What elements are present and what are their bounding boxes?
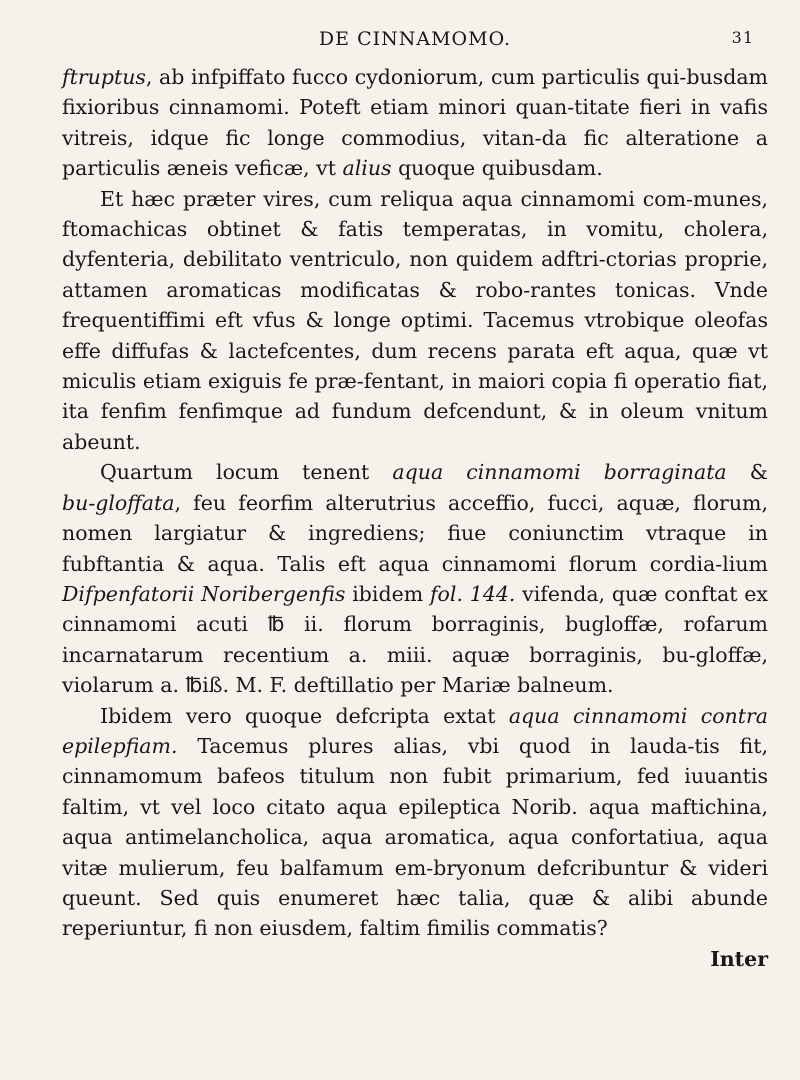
text-run: vifenda, quæ conftat ex cinnamomi acuti ℔ ii. florum borraginis, bugloffæ, rofarum incarnatarum recentium a. miii. aquæ borraginis, bu‑gloffæ, violarum a. ℔iß. M. F. deftillatio per Mariæ balneum. xyxy=(62,581,768,698)
paragraph xyxy=(62,184,768,458)
italic-text: alius xyxy=(342,156,392,181)
text-run: , feu feorfim alterutrius acceffio, fucci, aquæ, florum, nomen largiatur & ingrediens; fiue coniunctim vtraque in fubftantia & aqua. Talis eft aqua cinnamomi florum cordia‑lium xyxy=(62,490,768,576)
italic-text: aqua cinnamomi contra epilepfiam. xyxy=(62,703,769,758)
text-run: & xyxy=(726,460,769,485)
running-head xyxy=(62,28,768,62)
paragraph xyxy=(62,701,768,944)
text-run: Ibidem vero quoque defcripta extat xyxy=(100,703,509,728)
catchword-line xyxy=(62,944,768,974)
text-run: Et hæc præter vires, cum reliqua aqua cinnamomi com‑munes, ftomachicas obtinet & fatis temperatas, in vomitu, cholera, dyfenteria, debilitato ventriculo, non quidem adftri‑ctorias proprie, attamen aromaticas modificatas & robo‑rantes tonicas. Vnde frequentiffimi eft vfus & longe optimi. Tacemus vtrobique oleofas effe diffufas & lactefcentes, dum recens parata eft aqua, quæ vt miculis etiam exiguis fe præ‑fentant, in maiori copia fi operatio fiat, ita fenfim fenfimque ad fundum defcendunt, & in oleum vnitum abeunt. xyxy=(62,186,768,454)
text-run: , ab infpiffato fucco cydoniorum, cum particulis qui‑busdam fixioribus cinnamomi. Poteft etiam minori quan‑titate fieri in vafis vitreis, idque fic longe commodius, vitan‑da fic alteratione a particulis æneis veficæ, vt xyxy=(62,65,768,181)
italic-text: aqua cinnamomi borraginata xyxy=(392,460,727,485)
catchword: Inter xyxy=(710,946,768,971)
italic-text: ftruptus xyxy=(62,65,146,89)
italic-text: fol. 144. xyxy=(429,581,516,606)
italic-text: Difpenfatorii Noribergenfis xyxy=(62,581,346,606)
running-head-title: DE CINNAMOMO. xyxy=(318,28,512,50)
text-run: Tacemus plures alias, vbi quod in lauda‑tis fit, cinnamomum bafeos titulum non fubit primarium, fed iuuantis faltim, vt vel loco citato aqua epileptica Norib. aqua maftichina, aqua antimelancholica, aqua aromatica, aqua confortatiua, aqua vitæ mulierum, feu balfamum em‑bryonum defcribuntur & videri queunt. Sed quis enumeret hæc talia, quæ & alibi abunde reperiuntur, fi non eiusdem, faltim fimilis commatis? xyxy=(62,733,768,941)
body-text xyxy=(62,62,768,944)
text-run: ibidem xyxy=(345,581,430,606)
italic-text: bu‑gloffata xyxy=(62,490,175,515)
paragraph xyxy=(62,457,768,700)
text-run: Quartum locum tenent xyxy=(100,460,393,485)
page-number: 31 xyxy=(731,28,754,47)
text-run: quoque quibusdam. xyxy=(391,156,603,181)
paragraph xyxy=(62,62,768,184)
